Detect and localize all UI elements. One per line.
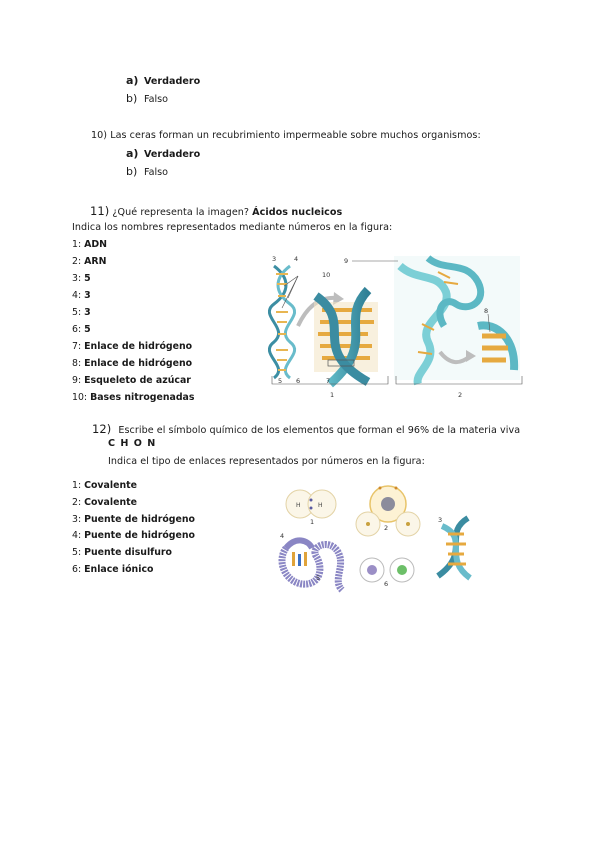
fig12-label-6: 6 [384, 580, 389, 588]
fig12-label-1: 1 [310, 518, 315, 526]
list-item: 9: Esqueleto de azúcar [72, 375, 191, 386]
list-item: 5: Puente disulfuro [72, 547, 172, 559]
chemical-bonds-figure [272, 482, 480, 594]
dna-helix-large [314, 290, 378, 384]
dna-helix-small [438, 518, 470, 578]
rna-structure [394, 256, 520, 384]
q11-question: ¿Qué representa la imagen? [112, 207, 250, 218]
q11-question-line [90, 204, 342, 218]
q10-option-a [126, 147, 200, 160]
q12-question-line [92, 422, 520, 436]
q12-answer-list [72, 478, 195, 579]
ionic-bond [360, 558, 414, 582]
fig11-label-8: 8 [484, 307, 489, 315]
fig12-label-4: 4 [280, 532, 285, 540]
q10-question: 10) Las ceras forman un recubrimiento impermeable sobre muchos organismos: [91, 130, 481, 141]
fig11-label-3: 3 [272, 255, 277, 263]
option-letter: b) [126, 165, 138, 178]
q12-number: 12) [92, 422, 112, 436]
option-letter: b) [126, 92, 138, 105]
list-item: 6: Enlace iónico [72, 563, 154, 575]
fig12-label-2: 2 [384, 524, 389, 532]
q11-answer-list [72, 236, 194, 406]
option-letter: a) [126, 147, 139, 160]
fig11-label-4: 4 [294, 255, 299, 263]
option-text: Falso [144, 94, 169, 105]
list-item: 3: Puente de hidrógeno [72, 513, 195, 525]
fig11-label-5: 5 [278, 377, 283, 385]
q11-answer: Ácidos nucleicos [252, 207, 343, 218]
q12-answer: C H O N [108, 438, 157, 449]
list-item: 10: Bases nitrogenadas [72, 392, 195, 403]
q9-option-a [126, 74, 200, 87]
fig11-label-1: 1 [330, 391, 335, 399]
list-item: 1: ADN [72, 239, 107, 250]
q9-option-b [126, 92, 168, 105]
hydrogen-molecule [286, 490, 336, 518]
list-item: 8: Enlace de hidrógeno [72, 358, 193, 369]
list-item: 4: Puente de hidrógeno [72, 530, 195, 542]
list-item: 7: Enlace de hidrógeno [72, 341, 193, 352]
fig11-label-9: 9 [344, 257, 349, 265]
dna-helix-thin [269, 266, 294, 378]
q12-instruction: Indica el tipo de enlaces representados por números en la figura: [108, 456, 425, 467]
q10-option-b [126, 165, 168, 178]
list-item: 6: 5 [72, 324, 91, 335]
fig12-atom-h-right: H [318, 502, 323, 509]
option-text: Verdadero [144, 149, 201, 160]
q11-number: 11) [90, 204, 110, 218]
fig11-label-10: 10 [322, 271, 331, 279]
list-item: 2: ARN [72, 256, 107, 267]
fig12-label-3: 3 [438, 516, 443, 524]
fig11-label-2: 2 [458, 391, 463, 399]
fig12-atom-h-left: H [296, 502, 301, 509]
option-text: Falso [144, 167, 169, 178]
fig11-label-6: 6 [296, 377, 301, 385]
list-item: 5: 3 [72, 307, 91, 318]
q11-instruction: Indica los nombres representados mediante números en la figura: [72, 222, 393, 233]
list-item: 3: 5 [72, 273, 91, 284]
option-text: Verdadero [144, 76, 201, 87]
nucleic-acid-figure [268, 252, 526, 404]
protein-chain [282, 540, 342, 590]
list-item: 2: Covalente [72, 496, 137, 508]
list-item: 1: Covalente [72, 480, 137, 491]
option-letter: a) [126, 74, 139, 87]
list-item: 4: 3 [72, 290, 91, 301]
fig12-label-5: 5 [316, 574, 321, 582]
q12-question: Escribe el símbolo químico de los elementos que forman el 96% de la materia viva [118, 425, 521, 436]
fig11-label-7: 7 [326, 377, 331, 385]
